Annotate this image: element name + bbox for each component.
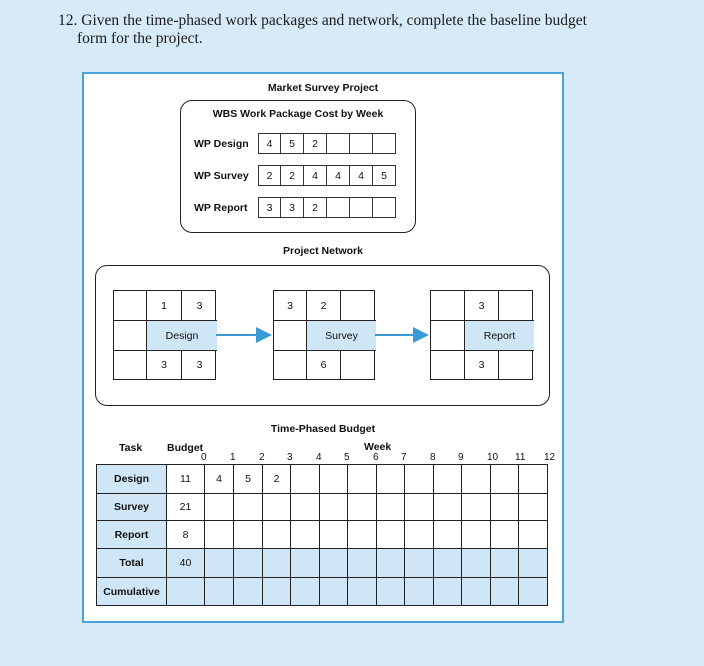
week-tick-label: 2 bbox=[259, 452, 265, 463]
budget-row-design bbox=[97, 465, 548, 494]
budget-cell: 40 bbox=[167, 549, 205, 578]
node-cell: 6 bbox=[307, 351, 341, 379]
week-tick-label: 9 bbox=[458, 452, 464, 463]
task-cell: Cumulative bbox=[97, 578, 167, 606]
budget-table bbox=[96, 464, 548, 606]
wp-cell: 3 bbox=[258, 197, 281, 218]
question-line-2: form for the project. bbox=[77, 30, 203, 47]
week-cell bbox=[320, 549, 348, 578]
budget-cell: 21 bbox=[167, 494, 205, 521]
budget-cell: 11 bbox=[167, 465, 205, 494]
week-tick-label: 10 bbox=[487, 452, 499, 463]
week-cell bbox=[263, 521, 291, 549]
week-cell bbox=[434, 578, 462, 606]
node-cell: 2 bbox=[307, 291, 341, 321]
week-cell bbox=[291, 494, 320, 521]
main-title: Market Survey Project bbox=[267, 82, 379, 94]
week-cell bbox=[234, 521, 263, 549]
week-cell bbox=[519, 465, 548, 494]
week-cell bbox=[348, 465, 377, 494]
wp-design-label: WP Design bbox=[194, 138, 249, 150]
node-name: Survey bbox=[307, 321, 376, 351]
week-cell bbox=[519, 549, 548, 578]
week-cell bbox=[348, 521, 377, 549]
week-cell bbox=[405, 549, 434, 578]
week-cell bbox=[434, 465, 462, 494]
week-cell bbox=[263, 578, 291, 606]
wp-cell: 2 bbox=[258, 165, 281, 186]
week-cell bbox=[519, 578, 548, 606]
node-name: Report bbox=[465, 321, 534, 351]
week-cell bbox=[348, 549, 377, 578]
wp-cell: 4 bbox=[258, 133, 281, 154]
wp-cell: 4 bbox=[327, 165, 350, 186]
budget-row-report bbox=[97, 521, 548, 549]
budget-row-total bbox=[97, 549, 548, 578]
node-cell: 3 bbox=[196, 359, 203, 371]
week-tick-label: 7 bbox=[401, 452, 407, 463]
week-cell bbox=[462, 521, 491, 549]
week-cell bbox=[263, 549, 291, 578]
week-cell bbox=[348, 494, 377, 521]
wp-cell: 5 bbox=[373, 165, 396, 186]
question-line-1: 12. Given the time-phased work packages and network, complete the baseline budget bbox=[58, 12, 587, 29]
wbs-title: WBS Work Package Cost by Week bbox=[212, 108, 384, 120]
week-cell bbox=[263, 494, 291, 521]
week-tick-label: 5 bbox=[344, 452, 350, 463]
week-cell bbox=[519, 521, 548, 549]
wp-report-label: WP Report bbox=[194, 202, 248, 214]
week-cell: 2 bbox=[263, 465, 291, 494]
week-tick-label: 0 bbox=[201, 452, 207, 463]
week-tick-label: 6 bbox=[373, 452, 379, 463]
node-cell: 3 bbox=[147, 351, 182, 379]
week-cell bbox=[434, 494, 462, 521]
week-header: Week bbox=[364, 441, 392, 453]
week-cell bbox=[205, 549, 234, 578]
week-tick-label: 8 bbox=[430, 452, 436, 463]
week-cell bbox=[234, 494, 263, 521]
week-cell bbox=[291, 465, 320, 494]
week-tick-label: 12 bbox=[544, 452, 556, 463]
week-tick-label: 1 bbox=[230, 452, 236, 463]
week-cell bbox=[491, 549, 519, 578]
week-cell bbox=[434, 521, 462, 549]
week-cell: 5 bbox=[234, 465, 263, 494]
wp-cell: 5 bbox=[281, 133, 304, 154]
week-cell bbox=[320, 494, 348, 521]
task-cell: Report bbox=[97, 521, 167, 549]
week-cell bbox=[377, 578, 405, 606]
week-cell bbox=[205, 578, 234, 606]
week-cell bbox=[462, 494, 491, 521]
time-phased-title: Time-Phased Budget bbox=[270, 423, 376, 435]
week-cell bbox=[405, 578, 434, 606]
week-cell: 4 bbox=[205, 465, 234, 494]
budget-row-survey bbox=[97, 494, 548, 521]
week-cell bbox=[462, 465, 491, 494]
week-cell bbox=[434, 549, 462, 578]
week-cell bbox=[234, 549, 263, 578]
network-title: Project Network bbox=[283, 245, 363, 257]
week-cell bbox=[205, 521, 234, 549]
budget-header: Budget bbox=[167, 442, 204, 454]
wp-cell: 4 bbox=[350, 165, 373, 186]
week-cell bbox=[462, 578, 491, 606]
week-cell bbox=[491, 578, 519, 606]
week-cell bbox=[491, 494, 519, 521]
week-cell bbox=[377, 494, 405, 521]
week-tick-label: 11 bbox=[515, 452, 526, 463]
task-cell: Total bbox=[97, 549, 167, 578]
wp-cell: 2 bbox=[304, 133, 327, 154]
node-cell: 1 bbox=[147, 291, 182, 321]
node-cell: 3 bbox=[465, 351, 499, 379]
week-cell bbox=[405, 465, 434, 494]
task-cell: Survey bbox=[97, 494, 167, 521]
wp-survey-label: WP Survey bbox=[194, 170, 249, 182]
wp-cell: 2 bbox=[281, 165, 304, 186]
budget-row-cumulative bbox=[97, 578, 548, 606]
week-cell bbox=[320, 521, 348, 549]
node-cell: 3 bbox=[274, 291, 307, 321]
week-cell bbox=[405, 494, 434, 521]
node-name: Design bbox=[147, 321, 217, 351]
week-cell bbox=[377, 521, 405, 549]
week-tick-label: 3 bbox=[287, 452, 293, 463]
week-cell bbox=[291, 578, 320, 606]
task-cell: Design bbox=[97, 465, 167, 494]
week-cell bbox=[291, 549, 320, 578]
week-cell bbox=[377, 465, 405, 494]
week-cell bbox=[377, 549, 405, 578]
node-cell: 3 bbox=[465, 291, 499, 321]
budget-cell bbox=[167, 578, 205, 606]
week-tick-label: 4 bbox=[316, 452, 322, 463]
week-cell bbox=[320, 465, 348, 494]
week-cell bbox=[234, 578, 263, 606]
week-cell bbox=[405, 521, 434, 549]
week-cell bbox=[291, 521, 320, 549]
budget-cell: 8 bbox=[167, 521, 205, 549]
week-cell bbox=[348, 578, 377, 606]
wp-cell: 2 bbox=[304, 197, 327, 218]
week-cell bbox=[491, 465, 519, 494]
wp-cell: 4 bbox=[304, 165, 327, 186]
week-cell bbox=[205, 494, 234, 521]
wp-cell: 3 bbox=[281, 197, 304, 218]
week-cell bbox=[320, 578, 348, 606]
task-header: Task bbox=[119, 442, 143, 454]
week-cell bbox=[462, 549, 491, 578]
week-cell bbox=[519, 494, 548, 521]
week-cell bbox=[491, 521, 519, 549]
node-cell: 3 bbox=[182, 291, 217, 321]
